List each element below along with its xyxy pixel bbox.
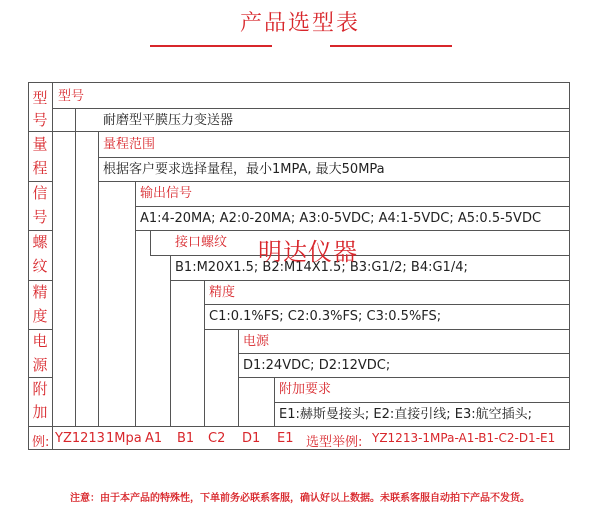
row-value-signal: A1:4-20MA; A2:0-20MA; A3:0-5VDC; A4:1-5VDC; A5:0.5-5VDC [140,211,542,226]
fine-print [0,44,600,49]
code-line-range-top [98,131,99,157]
code-line-accuracy [204,304,205,426]
row-rule [150,255,570,256]
side-label: 电 [32,332,48,350]
example-code: B1 [177,431,195,446]
row-rule [238,377,570,378]
code-line-power [238,353,239,426]
example-code: 1Mpa [106,431,142,446]
side-label: 附 [32,380,48,398]
row-rule [135,230,570,231]
row-rule [52,108,570,109]
page-title: 产品选型表 [239,11,360,36]
side-column-divider [52,82,53,450]
order-notice: 注意：由于本产品的特殊性，下单前务必联系客服，确认好以上数据。未联系客服自动拍下产品不发货。 [70,493,530,504]
side-label: 号 [32,111,48,129]
row-label-thread: 接口螺纹 [175,235,228,250]
example-code: YZ1213 [55,431,105,446]
row-label-range: 量程范围 [103,137,156,152]
row-value-range: 根据客户要求选择量程，最小1MPA, 最大50MPa [103,162,385,177]
row-value-thread: B1:M20X1.5; B2:M14X1.5; B3:G1/2; B4:G1/4; [175,260,468,275]
code-line-extra-top [274,377,275,402]
row-label-extra: 附加要求 [279,382,332,397]
row-rule [52,131,570,132]
row-rule [238,353,570,354]
example-code: D1 [242,431,261,446]
side-divider [28,131,52,132]
side-label: 程 [32,159,48,177]
row-rule [28,426,570,427]
row-rule [98,157,570,158]
code-line-power-top [238,329,239,353]
row-label-signal: 输出信号 [140,186,193,201]
example-code: A1 [145,431,163,446]
row-label-model: 型号 [58,89,85,104]
code-line-range [98,157,99,426]
row-label-power: 电源 [243,334,270,349]
side-label: 加 [32,403,48,421]
side-label: 精 [32,283,48,301]
example-value: YZ1213-1MPa-A1-B1-C2-D1-E1 [372,431,556,445]
side-label: 纹 [32,257,48,275]
code-line-signal [135,206,136,426]
side-label: 螺 [32,233,48,251]
row-value-power: D1:24VDC; D2:12VDC; [243,358,391,373]
row-value-accuracy: C1:0.1%FS; C2:0.3%FS; C3:0.5%FS; [209,309,442,324]
example-prefix: 例: [32,435,50,450]
row-rule [135,206,570,207]
code-line-accuracy-top [204,280,205,304]
code-line-extra [274,402,275,426]
side-divider [28,280,52,281]
row-rule [274,402,570,403]
side-divider [28,377,52,378]
side-divider [28,181,52,182]
row-rule [204,304,570,305]
side-label: 源 [32,356,48,374]
code-line-model [75,108,76,426]
code-line-signal-top [135,181,136,206]
side-label: 信 [32,184,48,202]
side-label: 号 [32,208,48,226]
side-divider [28,329,52,330]
row-rule [204,329,570,330]
example-label: 选型举例: [306,435,363,450]
row-label-accuracy: 精度 [209,285,236,300]
watermark: 明达仪器 [258,238,358,266]
row-rule [98,181,570,182]
example-code: C2 [208,431,226,446]
side-label: 度 [32,307,48,325]
row-value-model: 耐磨型平膜压力变送器 [103,113,234,128]
row-value-extra: E1:赫斯曼接头; E2:直接引线; E3:航空插头; [279,407,532,422]
example-code: E1 [277,431,294,446]
side-label: 量 [32,135,48,153]
code-line-thread-top [150,230,151,255]
row-rule [170,280,570,281]
side-label: 型 [32,89,48,107]
side-divider [28,230,52,231]
